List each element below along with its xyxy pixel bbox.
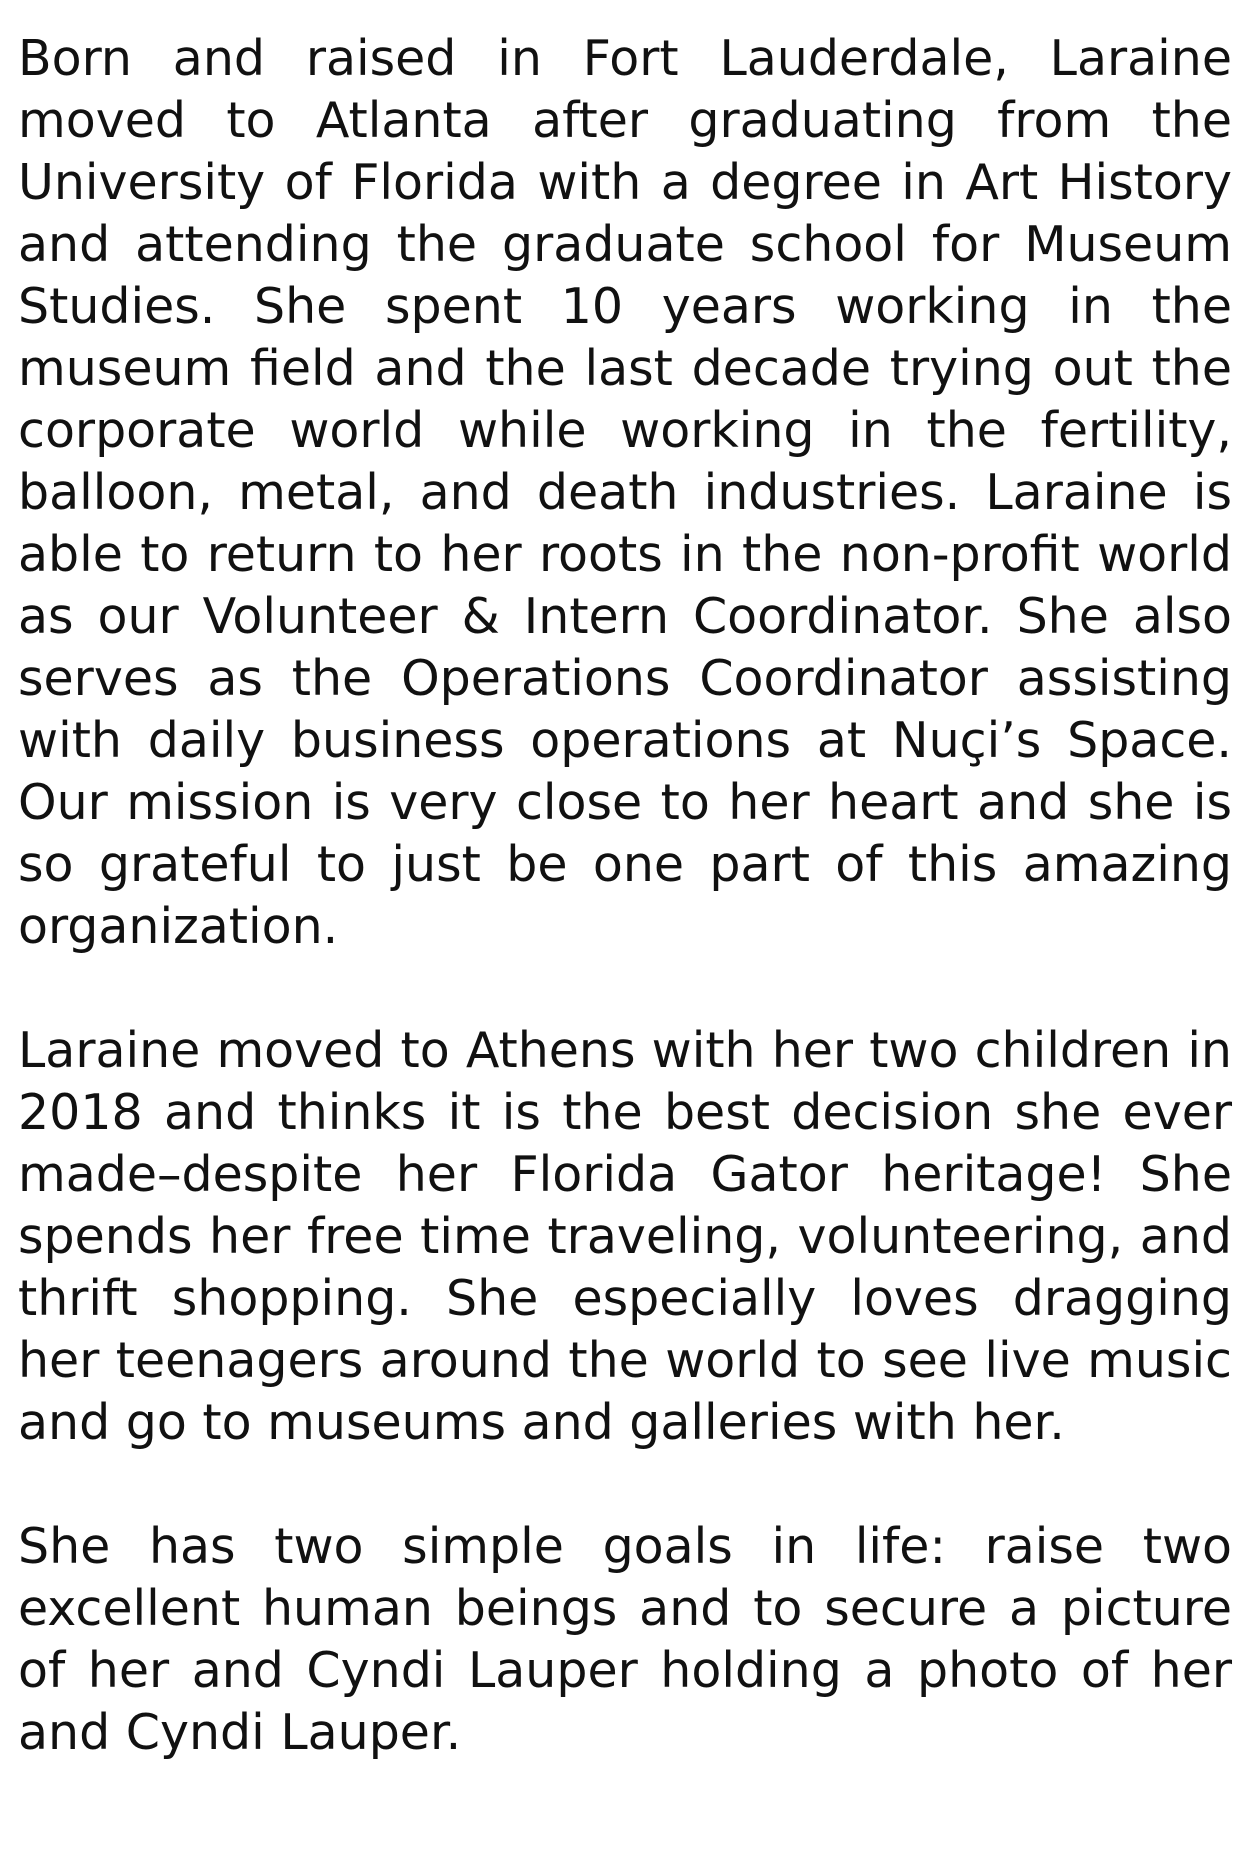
bio-paragraph-1: Born and raised in Fort Lauderdale, Laraine moved to Atlanta after graduating from the University of Florida with a degree in Art History and attending the graduate school for Museum Studies. She spent 10 years working in the museum field and the last decade trying out the corporate world while working in the fertility, balloon, metal, and death industries. Laraine is able to return to her roots in the non-profit world as our Volunteer & Intern Coordinator. She also serves as the Operations Coordinator assisting with daily business operations at Nuçi’s Space. Our mission is very close to her heart and she is so grateful to just be one part of this amazing organization. <box>18 30 1232 955</box>
bio-paragraph-3: She has two simple goals in life: raise two excellent human beings and to secure a picture of her and Cyndi Lauper holding a photo of her and Cyndi Lauper. <box>18 1518 1232 1761</box>
bio-paragraph-2: Laraine moved to Athens with her two children in 2018 and thinks it is the best decision she ever made–despite her Florida Gator heritage! She spends her free time traveling, volunteering, and thrift shopping. She especially loves dragging her teenagers around the world to see live music and go to museums and galleries with her. <box>18 1022 1232 1451</box>
